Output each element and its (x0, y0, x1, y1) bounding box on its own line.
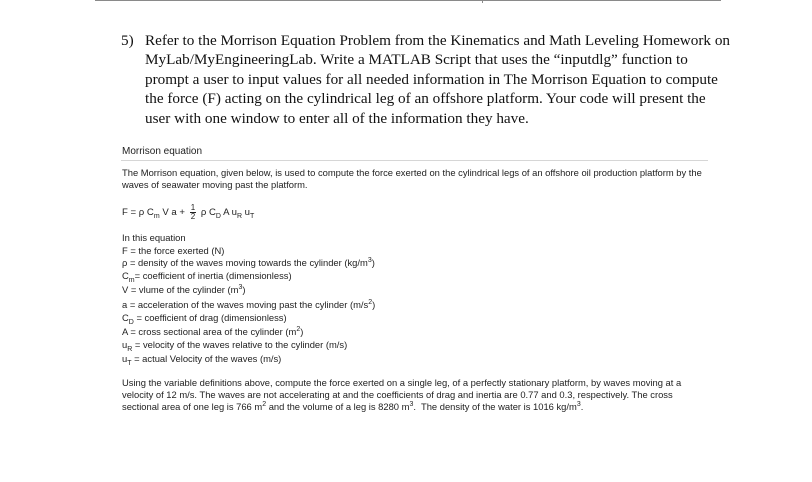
def-drag-text: = coefficient of drag (dimensionless) (133, 311, 287, 323)
problem-text-2: and the volume of a leg is 8280 m (266, 401, 410, 413)
def-volume (122, 284, 708, 297)
def-ur-text: = velocity of the waves relative to the cylinder (m/s) (132, 338, 348, 350)
problem-text-4: . (580, 401, 584, 413)
def-drag-sub: D (128, 318, 134, 326)
variable-definitions (122, 232, 708, 366)
def-volume-text: V = vlume of the cylinder (m (122, 284, 239, 296)
eq-cd-sub: D (215, 212, 221, 220)
page-top-rule (95, 0, 721, 1)
def-ut-symbol: u (122, 353, 128, 365)
def-density-sup: 3 (367, 257, 372, 265)
def-ur-symbol: u (122, 338, 128, 350)
eq-frac-num: 1 (190, 203, 196, 212)
problem-text-1: Using the variable definitions above, compute the force exerted on a single leg, of a perfectly stationary platform, by waves moving at a velocity of 12 m/s. The waves are not accelerating at and the coefficients of drag and inertia are 0.77 and 0.3, respectively. The cross sectional area of one leg is 766 m (122, 376, 682, 413)
def-acceleration-sup: 2 (368, 298, 373, 306)
def-density (122, 257, 708, 270)
eq-ur-sub: R (236, 212, 243, 220)
panel-intro: The Morrison equation, given below, is used to compute the force exerted on the cylindrical legs of an offshore oil production platform by the waves of seawater moving past the platform. (122, 167, 702, 190)
eq-cm-sub: m (153, 212, 160, 220)
def-inertia (122, 270, 708, 283)
def-ut-sub: T (127, 360, 132, 368)
def-area (122, 326, 708, 339)
def-relative-velocity (122, 339, 708, 352)
def-density-close: ) (371, 257, 375, 269)
def-acceleration (122, 299, 708, 312)
question-5 (121, 31, 731, 128)
problem-sup-1: 2 (262, 401, 267, 409)
def-actual-velocity (122, 353, 708, 366)
eq-half-fraction (190, 204, 196, 221)
def-area-close: ) (300, 326, 304, 338)
def-acceleration-close: ) (372, 298, 376, 310)
eq-a-part: A u (220, 207, 237, 219)
def-drag-symbol: C (122, 311, 129, 323)
eq-ut-sub: T (250, 212, 255, 220)
problem-sup-3: 3 (576, 401, 581, 409)
def-area-text: A = cross sectional area of the cylinder (m (122, 326, 297, 338)
question-number: 5) (121, 32, 134, 49)
def-volume-close: ) (242, 284, 246, 296)
eq-rho: ρ C (198, 207, 216, 219)
def-inertia-sub: m (128, 276, 135, 284)
eq-mid: V a + (159, 207, 188, 219)
def-heading: In this equation (122, 232, 186, 243)
def-ut-text: = actual Velocity of the waves (m/s) (131, 353, 282, 365)
problem-text-3: . The density of the water is 1016 kg/m (413, 401, 577, 413)
def-inertia-text: = coefficient of inertia (dimensionless) (134, 269, 292, 281)
def-volume-sup: 3 (238, 284, 243, 292)
page-top-tick (482, 0, 483, 3)
panel-title: Morrison equation (122, 146, 203, 157)
eq-lhs: F = ρ C (122, 207, 154, 219)
def-ur-sub: R (127, 345, 133, 353)
eq-ut-u: u (242, 207, 251, 219)
def-drag (122, 312, 708, 325)
problem-statement (122, 377, 708, 414)
def-inertia-symbol: C (122, 269, 129, 281)
eq-frac-den: 2 (190, 212, 196, 221)
problem-sup-2: 3 (409, 401, 414, 409)
panel-divider (121, 160, 708, 161)
morrison-equation (122, 204, 708, 232)
morrison-panel (121, 144, 708, 414)
question-text: Refer to the Morrison Equation Problem from the Kinematics and Math Leveling Homework on MyLab/MyEngineeringLab. Write a MATLAB Script that uses the “inputdlg” function to prompt a user to input values for all needed information in The Morrison Equation to compute the force (F) acting on the cylindrical leg of an offshore platform. Your code will present the user with one window to enter all of the information they have. (145, 32, 731, 127)
def-acceleration-text: a = acceleration of the waves moving past the cylinder (m/s (122, 298, 369, 310)
def-density-text: ρ = density of the waves moving towards the cylinder (kg/m (122, 257, 368, 269)
def-area-sup: 2 (296, 326, 301, 334)
def-force: F = the force exerted (N) (122, 244, 225, 256)
